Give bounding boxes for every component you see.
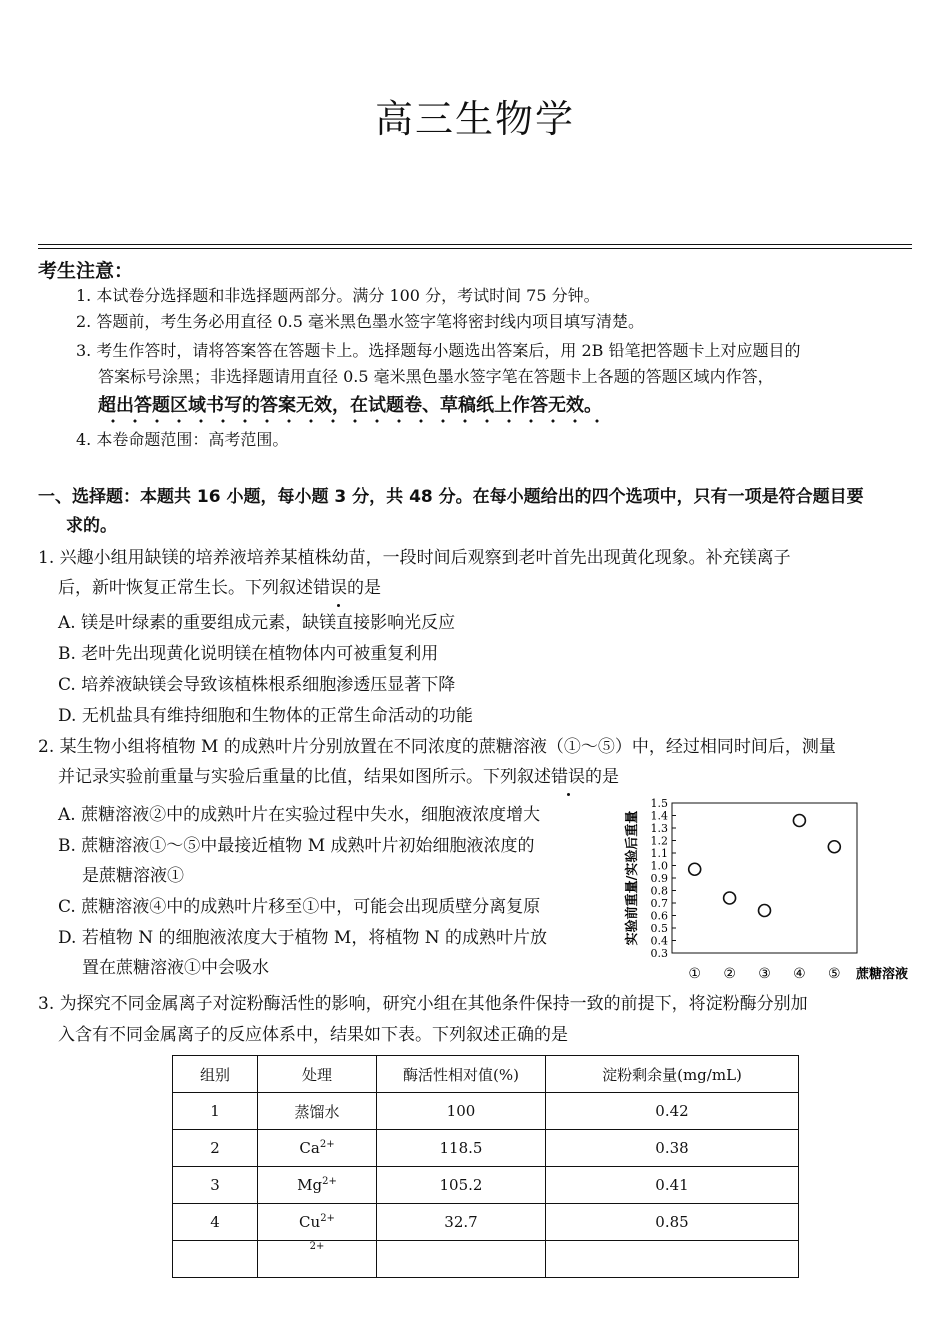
q1-option-b: B. 老叶先出现黄化说明镁在植物体内可被重复利用 <box>58 644 439 664</box>
ion-charge: 2+ <box>309 1241 325 1252</box>
note-item-3-line-3 <box>98 393 938 419</box>
cell-remaining: 0.38 <box>546 1130 799 1167</box>
q2-emphasis-text: 错误 <box>551 767 585 787</box>
q1-stem-line-2 <box>58 573 938 603</box>
table-body <box>173 1093 799 1278</box>
x-tick-label: ③ <box>758 966 771 982</box>
y-tick-label: 0.3 <box>650 947 668 960</box>
table-header-row <box>173 1056 799 1093</box>
q1-option-c: C. 培养液缺镁会导致该植株根系细胞渗透压显著下降 <box>58 675 456 695</box>
q2-stem-text: 并记录实验前重量与实验后重量的比值，结果如图所示。下列叙述 <box>58 767 551 787</box>
q3-result-table <box>172 1055 799 1278</box>
x-tick-label: ② <box>723 966 736 982</box>
header-activity: 酶活性相对值(%) <box>377 1056 546 1093</box>
y-tick-label: 1.0 <box>650 859 668 873</box>
q1-option-a: A. 镁是叶绿素的重要组成元素，缺镁直接影响光反应 <box>58 613 456 633</box>
cell-activity: 118.5 <box>377 1130 546 1167</box>
note-item-3-line-2: 答案标号涂黑；非选择题请用直径 0.5 毫米黑色墨水签字笔在答题卡上各题的答题区域内作答， <box>98 367 774 386</box>
y-axis-label: 实验前重量/实验后重量 <box>625 810 640 946</box>
q2-option-b-line-2: 是蔗糖溶液① <box>82 866 184 886</box>
plot-frame <box>672 803 857 953</box>
data-point <box>759 905 771 917</box>
q1-stem-text: 后，新叶恢复正常生长。下列叙述错 <box>58 578 330 598</box>
cell-group: 1 <box>173 1093 258 1130</box>
table-row <box>173 1241 799 1278</box>
cell-activity: 105.2 <box>377 1167 546 1204</box>
section-heading-line-1: 一、选择题：本题共 16 小题，每小题 3 分，共 48 分。在每小题给出的四个选项中，只有一项是符合题目要 <box>38 487 864 507</box>
emphasis-text: 超出答题区域书写的答案无效，在试题卷、草稿纸上作答无效。 <box>98 395 602 424</box>
q3-stem-line-1: 3. 为探究不同金属离子对淀粉酶活性的影响，研究小组在其他条件保持一致的前提下，将淀粉酶分别加 <box>38 994 808 1014</box>
ion-charge: 2+ <box>319 1139 335 1150</box>
q2-stem-end: 的是 <box>585 767 619 787</box>
table-row <box>173 1130 799 1167</box>
cell-remaining: 0.42 <box>546 1093 799 1130</box>
y-tick-label: 0.4 <box>650 934 668 948</box>
y-tick-label: 0.8 <box>650 884 668 898</box>
cell-group <box>173 1241 258 1278</box>
cell-treatment <box>258 1167 377 1204</box>
notes-heading: 考生注意： <box>38 260 134 282</box>
treatment-text: Mg <box>297 1176 323 1194</box>
page-title: 高三生物学 <box>374 97 575 141</box>
table-row <box>173 1093 799 1130</box>
header-rule-top <box>38 244 912 245</box>
y-tick-label: 0.6 <box>650 909 668 923</box>
q2-scatter-chart <box>620 795 920 990</box>
q2-stem-line-2 <box>58 762 938 792</box>
y-tick-label: 1.5 <box>650 797 668 810</box>
y-tick-label: 0.5 <box>650 922 668 935</box>
x-axis-ticks <box>688 966 840 982</box>
q2-option-b-line-1: B. 蔗糖溶液①～⑤中最接近植物 M 成熟叶片初始细胞液浓度的 <box>58 836 535 856</box>
note-item-3-line-1: 3. 考生作答时，请将答案答在答题卡上。选择题每小题选出答案后，用 2B 铅笔把答题卡上对应题目的 <box>76 341 801 360</box>
data-point <box>724 892 736 904</box>
q1-emphasis: 误 <box>330 573 347 603</box>
cell-group: 2 <box>173 1130 258 1167</box>
note-item-2: 2. 答题前，考生务必用直径 0.5 毫米黑色墨水签字笔将密封线内项目填写清楚。 <box>76 312 644 331</box>
y-tick-label: 0.9 <box>650 872 668 885</box>
header-remaining: 淀粉剩余量(mg/mL) <box>546 1056 799 1093</box>
y-tick-label: 1.3 <box>650 822 668 835</box>
cell-treatment <box>258 1130 377 1167</box>
cell-treatment <box>258 1204 377 1241</box>
data-points <box>689 815 841 917</box>
header-group: 组别 <box>173 1056 258 1093</box>
q1-stem-line-1: 1. 兴趣小组用缺镁的培养液培养某植株幼苗，一段时间后观察到老叶首先出现黄化现象。补充镁离子 <box>38 548 791 568</box>
q1-option-d: D. 无机盐具有维持细胞和生物体的正常生命活动的功能 <box>58 706 473 726</box>
y-tick-label: 1.2 <box>650 834 668 848</box>
cell-activity: 32.7 <box>377 1204 546 1241</box>
x-axis-label: 蔗糖溶液 <box>856 967 909 982</box>
cell-treatment <box>258 1093 377 1130</box>
note-item-4: 4. 本卷命题范围：高考范围。 <box>76 430 289 449</box>
ion-charge: 2+ <box>322 1176 337 1187</box>
cell-activity: 100 <box>377 1093 546 1130</box>
y-tick-label: 0.7 <box>650 897 668 910</box>
cell-treatment <box>258 1241 377 1278</box>
y-tick-label: 1.4 <box>650 809 668 823</box>
data-point <box>689 863 701 875</box>
table-row <box>173 1204 799 1241</box>
cell-activity <box>377 1241 546 1278</box>
x-tick-label: ① <box>688 966 701 982</box>
x-tick-label: ⑤ <box>828 966 841 982</box>
cell-remaining: 0.41 <box>546 1167 799 1204</box>
q2-option-d-line-2: 置在蔗糖溶液①中会吸水 <box>82 958 269 978</box>
q2-emphasis <box>551 762 585 792</box>
cell-remaining: 0.85 <box>546 1204 799 1241</box>
cell-remaining <box>546 1241 799 1278</box>
treatment-text: Cu <box>299 1213 321 1231</box>
data-point <box>828 841 840 853</box>
header-treatment: 处理 <box>258 1056 377 1093</box>
treatment-text: Ca <box>299 1139 320 1157</box>
cell-group: 4 <box>173 1204 258 1241</box>
x-tick-label: ④ <box>793 966 806 982</box>
table-row <box>173 1167 799 1204</box>
treatment-text: 蒸馏水 <box>294 1102 340 1121</box>
y-tick-label: 1.1 <box>650 847 668 860</box>
header-rule-bottom <box>38 248 912 249</box>
q1-stem-end: 的是 <box>347 578 381 598</box>
cell-group: 3 <box>173 1167 258 1204</box>
note-item-1: 1. 本试卷分选择题和非选择题两部分。满分 100 分，考试时间 75 分钟。 <box>76 286 600 305</box>
q3-stem-line-2: 入含有不同金属离子的反应体系中，结果如下表。下列叙述正确的是 <box>58 1025 568 1045</box>
q2-stem-line-1: 2. 某生物小组将植物 M 的成熟叶片分别放置在不同浓度的蔗糖溶液（①～⑤）中，经过相同时间后，测量 <box>38 737 836 757</box>
data-point <box>793 815 805 827</box>
section-heading-line-2: 求的。 <box>66 516 117 536</box>
q2-option-c: C. 蔗糖溶液④中的成熟叶片移至①中，可能会出现质壁分离复原 <box>58 897 541 917</box>
ion-charge: 2+ <box>320 1213 335 1224</box>
q2-option-a: A. 蔗糖溶液②中的成熟叶片在实验过程中失水，细胞液浓度增大 <box>58 805 541 825</box>
q2-option-d-line-1: D. 若植物 N 的细胞液浓度大于植物 M，将植物 N 的成熟叶片放 <box>58 928 548 948</box>
